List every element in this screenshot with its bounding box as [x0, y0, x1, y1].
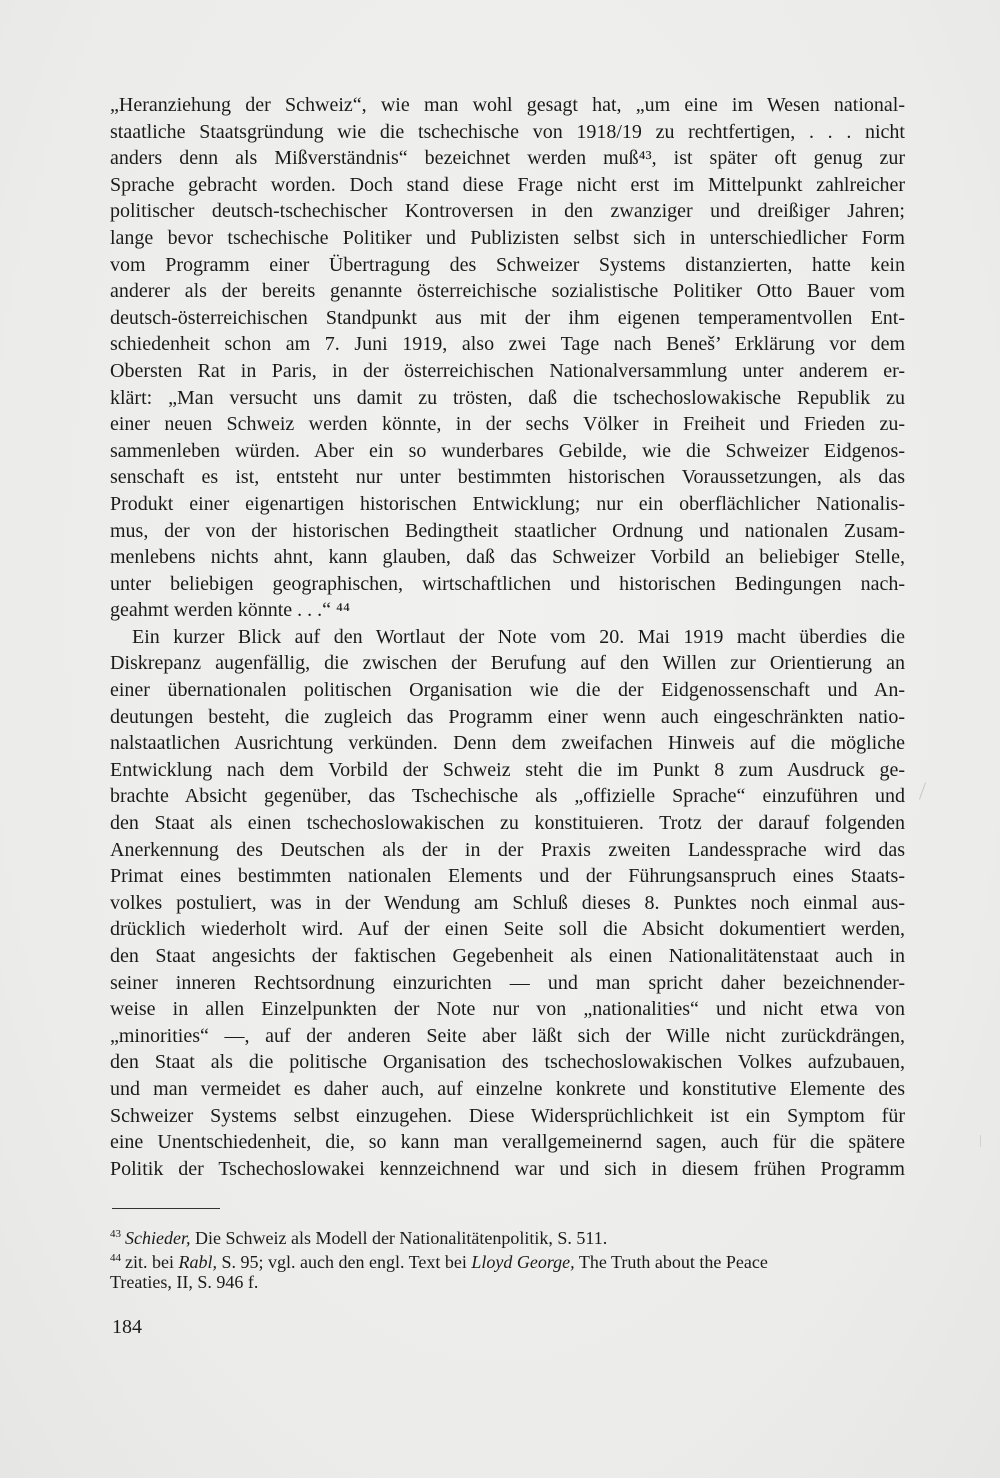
footnote-number: 43: [110, 1228, 121, 1240]
text-line: Produkt einer eigenartigen historischen Entwicklung; nur ein oberflächlicher Nationalis-: [110, 492, 905, 515]
text-line: Diskrepanz augenfällig, die zwischen der Berufung auf den Willen zur Orientierung an: [110, 652, 905, 675]
text-line: deutungen besteht, die zugleich das Programm einer wenn auch eingeschränkten natio-: [110, 705, 905, 728]
footnote-author: Rabl,: [178, 1252, 217, 1272]
text-line: „minorities“ —, auf der anderen Seite aber läßt sich der Wille nicht zurückdrängen,: [110, 1024, 905, 1047]
pencil-mark: [919, 782, 926, 799]
footnote-number: 44: [110, 1252, 121, 1264]
text-line: vom Programm einer Übertragung des Schweizer Systems distanzierten, hatte kein: [110, 253, 905, 276]
text-line: und man vermeidet es daher auch, auf einzelne konkrete und konstitutive Elemente des: [110, 1077, 905, 1100]
text-line: unter beliebigen geographischen, wirtschaftlichen und historischen Bedingungen nach-: [110, 572, 905, 595]
text-line: einer neuen Schweiz werden könnte, in der sechs Völker in Freiheit und Frieden zu-: [110, 413, 905, 436]
text-line: volkes postuliert, was in der Wendung am Schluß dieses 8. Punktes noch einmal aus-: [110, 891, 905, 914]
text-line: sammenleben würden. Aber ein so wunderbares Gebilde, wie die Schweizer Eidgenos-: [110, 439, 905, 462]
text-line: Entwicklung nach dem Vorbild der Schweiz steht die im Punkt 8 zum Ausdruck ge-: [110, 758, 905, 781]
text-line: den Staat als die politische Organisation des tschechoslowakischen Volkes aufzubauen,: [110, 1051, 905, 1074]
text-line: staatliche Staatsgründung wie die tschechische von 1918/19 zu rechtfertigen, . . . nicht: [110, 120, 905, 143]
text-line: Sprache gebracht worden. Doch stand diese Frage nicht erst im Mittelpunkt zahlreicher: [110, 173, 905, 196]
text-line: schiedenheit schon am 7. Juni 1919, also zwei Tage nach Beneš’ Erklärung vor dem: [110, 333, 905, 356]
text-line: den Staat angesichts der faktischen Gegebenheit als einen Nationalitätenstaat auch in: [110, 945, 905, 967]
footnote-divider: [112, 1208, 220, 1209]
footnote-text: The Truth about the Peace: [574, 1252, 768, 1272]
text-line: Politik der Tschechoslowakei kennzeichnend war und sich in diesem frühen Programm: [110, 1157, 905, 1180]
footnote-44: [110, 1246, 905, 1270]
text-line: senschaft es ist, entsteht nur unter bestimmten historischen Voraussetzungen, als das: [110, 466, 905, 489]
text-line: drücklich wiederholt wird. Auf der einen Seite soll die Absicht dokumentiert werden,: [110, 918, 905, 941]
text-line: seiner inneren Rechtsordnung einzurichten — und man spricht daher bezeichnender-: [110, 971, 905, 994]
footnote-text: Die Schweiz als Modell der Nationalitätenpolitik, S. 511.: [190, 1228, 608, 1248]
footnote-prefix: zit. bei: [125, 1252, 179, 1272]
text-line: einer übernationalen politischen Organisation wie die der Eidgenossenschaft und An-: [110, 679, 905, 702]
footnotes: [110, 1222, 905, 1294]
text-line: „Heranziehung der Schweiz“, wie man wohl gesagt hat, „um eine im Wesen national-: [110, 94, 905, 116]
text-line: mus, der von der historischen Bedingtheit staatlicher Ordnung und nationalen Zusam-: [110, 519, 905, 542]
text-line: Obersten Rat in Paris, in der österreichischen Nationalversammlung unter anderem er-: [110, 359, 905, 382]
text-line: deutsch-österreichischen Standpunkt aus mit der ihm eigenen temperamentvollen Ent-: [110, 306, 905, 329]
text-line: geahmt werden könnte . . .“ ⁴⁴: [110, 599, 350, 622]
text-line: politischer deutsch-tschechischer Kontroversen in den zwanziger und dreißiger Jahren;: [110, 200, 905, 223]
text-line: klärt: „Man versucht uns damit zu trösten, daß die tschechoslowakische Republik zu: [110, 386, 905, 409]
text-line: Primat eines bestimmten nationalen Elements und der Führungsanspruch eines Staats-: [110, 865, 905, 888]
text-line: brachte Absicht gegenüber, das Tschechische als „offizielle Sprache“ einzuführen und: [110, 785, 905, 808]
page-number: 184: [112, 1316, 142, 1338]
text-line: lange bevor tschechische Politiker und Publizisten selbst sich in unterschiedlicher Form: [110, 226, 905, 249]
text-line: Schweizer Systems selbst einzugehen. Diese Widersprüchlichkeit ist ein Symptom für: [110, 1104, 905, 1127]
paragraph-start-line: Ein kurzer Blick auf den Wortlaut der Note vom 20. Mai 1919 macht überdies die: [132, 625, 905, 648]
text-line: menlebens nichts ahnt, kann glauben, daß das Schweizer Vorbild an beliebiger Stelle,: [110, 546, 905, 569]
footnote-44-continuation: Treaties, II, S. 946 f.: [110, 1272, 259, 1292]
text-line: nalstaatlichen Ausrichtung verkünden. Denn dem zweifachen Hinweis auf die mögliche: [110, 732, 905, 755]
footnote-author: Lloyd George,: [471, 1252, 575, 1272]
text-line: anders denn als Mißverständnis“ bezeichnet werden muß⁴³, ist später oft genug zur: [110, 147, 905, 170]
body-text: [110, 92, 905, 1182]
footnote-43: [110, 1222, 905, 1246]
footnote-author: Schieder,: [125, 1228, 191, 1248]
text-line: den Staat als einen tschechoslowakischen zu konstituieren. Trotz der darauf folgenden: [110, 812, 905, 835]
text-line: weise in allen Einzelpunkten der Note nur von „nationalities“ und nicht etwa von: [110, 998, 905, 1021]
text-line: Anerkennung des Deutschen als der in der Praxis zweiten Landessprache wird das: [110, 838, 905, 861]
footnote-middle: S. 95; vgl. auch den engl. Text bei: [216, 1252, 472, 1272]
text-line: eine Unentschiedenheit, die, so kann man verallgemeinernd sagen, auch für die spätere: [110, 1131, 905, 1154]
text-line: anderer als der bereits genannte österreichische sozialistische Politiker Otto Bauer vom: [110, 280, 905, 303]
pencil-mark: [980, 1135, 981, 1147]
